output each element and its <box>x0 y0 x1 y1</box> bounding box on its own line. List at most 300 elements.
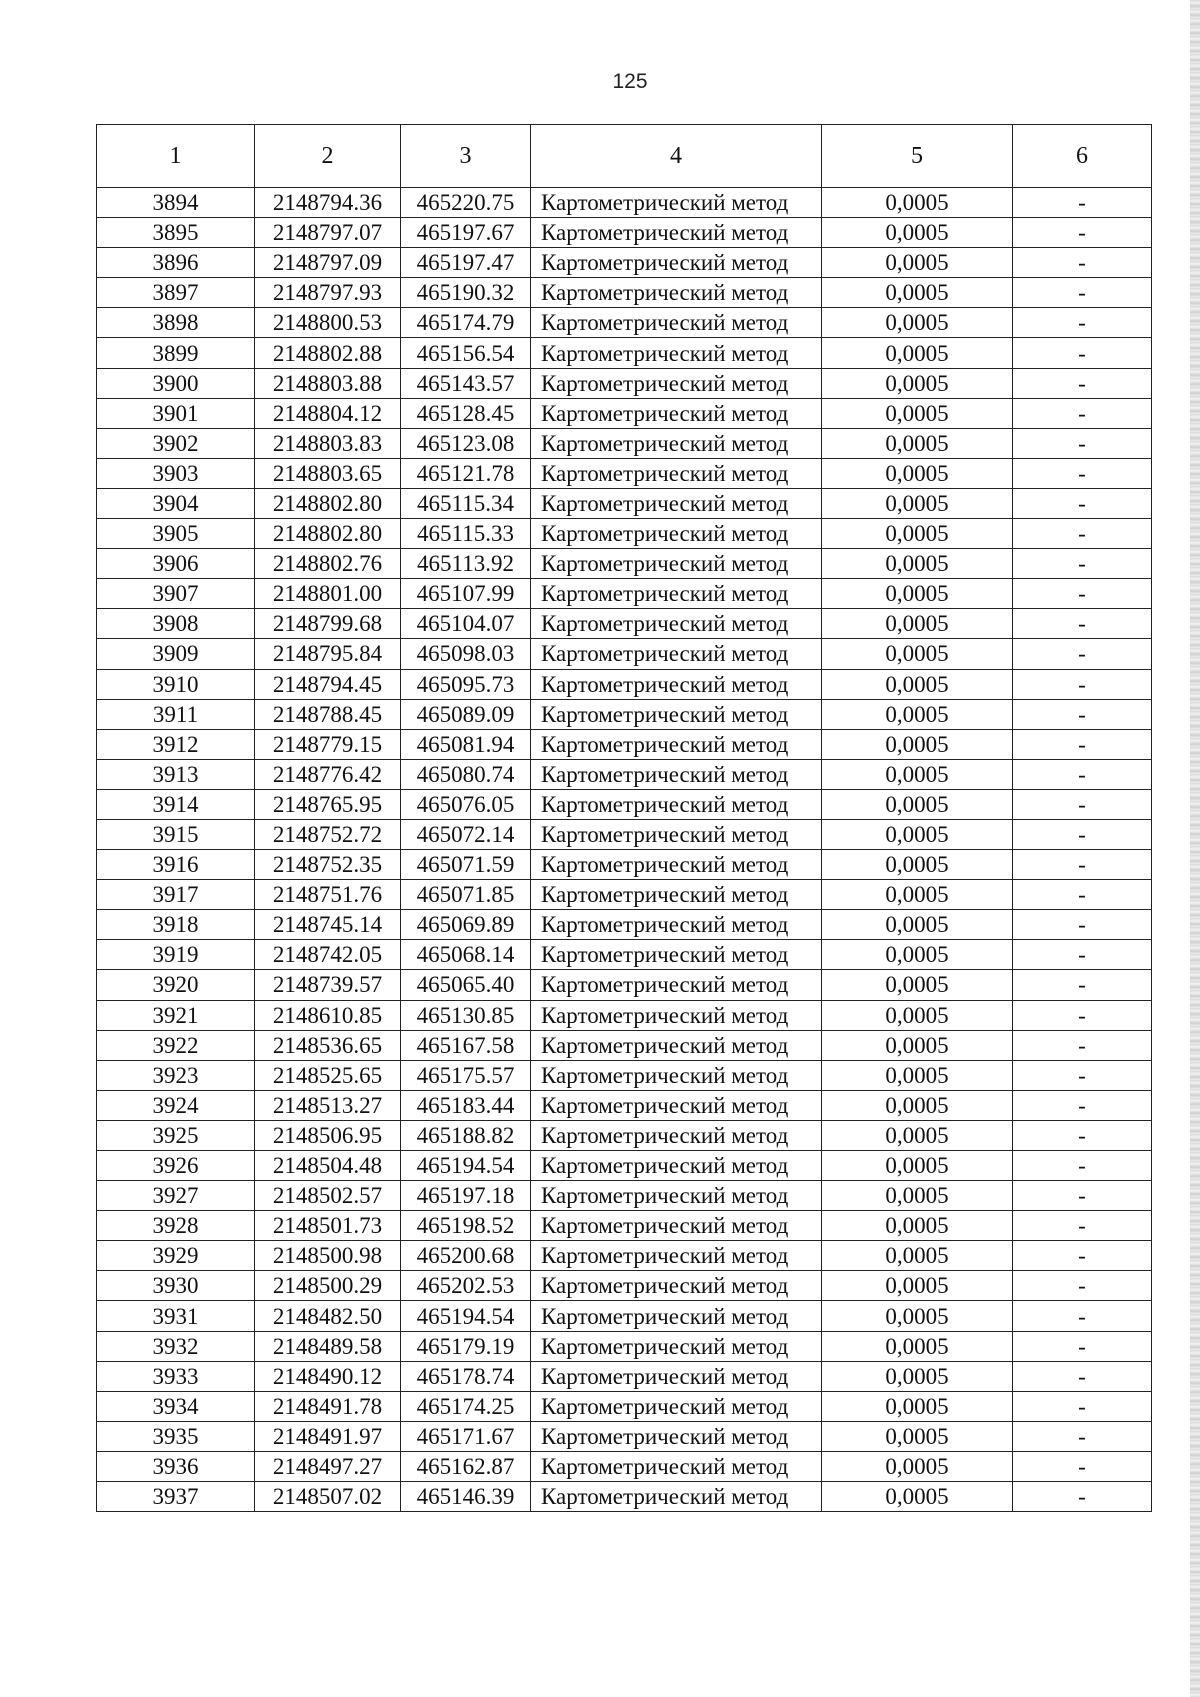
point-number-cell: 3900 <box>97 368 255 398</box>
x-coordinate-cell: 2148752.35 <box>255 850 401 880</box>
x-coordinate-cell: 2148491.97 <box>255 1421 401 1451</box>
method-cell: Картометрический метод <box>531 248 822 278</box>
x-coordinate-cell: 2148797.93 <box>255 278 401 308</box>
y-coordinate-cell: 465175.57 <box>401 1060 531 1090</box>
method-cell: Картометрический метод <box>531 368 822 398</box>
table-row <box>97 398 1152 428</box>
y-coordinate-cell: 465171.67 <box>401 1421 531 1451</box>
x-coordinate-cell: 2148739.57 <box>255 970 401 1000</box>
x-coordinate-cell: 2148804.12 <box>255 398 401 428</box>
table-row <box>97 1151 1152 1181</box>
y-coordinate-cell: 465220.75 <box>401 188 531 218</box>
method-cell: Картометрический метод <box>531 1241 822 1271</box>
point-number-cell: 3913 <box>97 759 255 789</box>
point-number-cell: 3911 <box>97 699 255 729</box>
accuracy-cell: 0,0005 <box>822 850 1013 880</box>
point-number-cell: 3909 <box>97 639 255 669</box>
method-cell: Картометрический метод <box>531 1421 822 1451</box>
point-number-cell: 3922 <box>97 1030 255 1060</box>
point-number-cell: 3928 <box>97 1211 255 1241</box>
table-row <box>97 1060 1152 1090</box>
note-cell: - <box>1013 579 1152 609</box>
accuracy-cell: 0,0005 <box>822 278 1013 308</box>
note-cell: - <box>1013 278 1152 308</box>
accuracy-cell: 0,0005 <box>822 1120 1013 1150</box>
note-cell: - <box>1013 1391 1152 1421</box>
accuracy-cell: 0,0005 <box>822 669 1013 699</box>
point-number-cell: 3931 <box>97 1301 255 1331</box>
table-row <box>97 729 1152 759</box>
table-body <box>97 188 1152 1512</box>
x-coordinate-cell: 2148803.88 <box>255 368 401 398</box>
point-number-cell: 3920 <box>97 970 255 1000</box>
y-coordinate-cell: 465104.07 <box>401 609 531 639</box>
method-cell: Картометрический метод <box>531 789 822 819</box>
point-number-cell: 3921 <box>97 1000 255 1030</box>
accuracy-cell: 0,0005 <box>822 1331 1013 1361</box>
column-header: 6 <box>1013 125 1152 188</box>
note-cell: - <box>1013 308 1152 338</box>
table-row <box>97 910 1152 940</box>
note-cell: - <box>1013 970 1152 1000</box>
table-row <box>97 1451 1152 1481</box>
y-coordinate-cell: 465197.67 <box>401 218 531 248</box>
table-row <box>97 1211 1152 1241</box>
point-number-cell: 3910 <box>97 669 255 699</box>
accuracy-cell: 0,0005 <box>822 1090 1013 1120</box>
accuracy-cell: 0,0005 <box>822 458 1013 488</box>
note-cell: - <box>1013 789 1152 819</box>
accuracy-cell: 0,0005 <box>822 1421 1013 1451</box>
point-number-cell: 3908 <box>97 609 255 639</box>
table-row <box>97 188 1152 218</box>
table-row <box>97 1271 1152 1301</box>
method-cell: Картометрический метод <box>531 699 822 729</box>
note-cell: - <box>1013 218 1152 248</box>
x-coordinate-cell: 2148491.78 <box>255 1391 401 1421</box>
accuracy-cell: 0,0005 <box>822 1181 1013 1211</box>
point-number-cell: 3896 <box>97 248 255 278</box>
point-number-cell: 3912 <box>97 729 255 759</box>
x-coordinate-cell: 2148795.84 <box>255 639 401 669</box>
y-coordinate-cell: 465200.68 <box>401 1241 531 1271</box>
accuracy-cell: 0,0005 <box>822 819 1013 849</box>
note-cell: - <box>1013 639 1152 669</box>
method-cell: Картометрический метод <box>531 970 822 1000</box>
note-cell: - <box>1013 1451 1152 1481</box>
note-cell: - <box>1013 880 1152 910</box>
y-coordinate-cell: 465197.47 <box>401 248 531 278</box>
accuracy-cell: 0,0005 <box>822 1000 1013 1030</box>
accuracy-cell: 0,0005 <box>822 488 1013 518</box>
accuracy-cell: 0,0005 <box>822 759 1013 789</box>
table-row <box>97 1000 1152 1030</box>
note-cell: - <box>1013 910 1152 940</box>
x-coordinate-cell: 2148490.12 <box>255 1361 401 1391</box>
y-coordinate-cell: 465072.14 <box>401 819 531 849</box>
point-number-cell: 3919 <box>97 940 255 970</box>
method-cell: Картометрический метод <box>531 1211 822 1241</box>
accuracy-cell: 0,0005 <box>822 188 1013 218</box>
method-cell: Картометрический метод <box>531 488 822 518</box>
y-coordinate-cell: 465194.54 <box>401 1151 531 1181</box>
point-number-cell: 3898 <box>97 308 255 338</box>
y-coordinate-cell: 465123.08 <box>401 428 531 458</box>
method-cell: Картометрический метод <box>531 1482 822 1512</box>
y-coordinate-cell: 465174.25 <box>401 1391 531 1421</box>
note-cell: - <box>1013 1421 1152 1451</box>
point-number-cell: 3917 <box>97 880 255 910</box>
accuracy-cell: 0,0005 <box>822 248 1013 278</box>
point-number-cell: 3936 <box>97 1451 255 1481</box>
accuracy-cell: 0,0005 <box>822 368 1013 398</box>
method-cell: Картометрический метод <box>531 609 822 639</box>
accuracy-cell: 0,0005 <box>822 910 1013 940</box>
note-cell: - <box>1013 488 1152 518</box>
x-coordinate-cell: 2148779.15 <box>255 729 401 759</box>
note-cell: - <box>1013 609 1152 639</box>
table-row <box>97 549 1152 579</box>
x-coordinate-cell: 2148536.65 <box>255 1030 401 1060</box>
x-coordinate-cell: 2148794.36 <box>255 188 401 218</box>
y-coordinate-cell: 465188.82 <box>401 1120 531 1150</box>
y-coordinate-cell: 465080.74 <box>401 759 531 789</box>
point-number-cell: 3937 <box>97 1482 255 1512</box>
note-cell: - <box>1013 248 1152 278</box>
table-row <box>97 1030 1152 1060</box>
y-coordinate-cell: 465121.78 <box>401 458 531 488</box>
note-cell: - <box>1013 368 1152 398</box>
method-cell: Картометрический метод <box>531 819 822 849</box>
method-cell: Картометрический метод <box>531 1030 822 1060</box>
table-row <box>97 880 1152 910</box>
table-row <box>97 1361 1152 1391</box>
y-coordinate-cell: 465198.52 <box>401 1211 531 1241</box>
method-cell: Картометрический метод <box>531 940 822 970</box>
page-number: 125 <box>612 70 648 93</box>
x-coordinate-cell: 2148800.53 <box>255 308 401 338</box>
method-cell: Картометрический метод <box>531 910 822 940</box>
x-coordinate-cell: 2148502.57 <box>255 1181 401 1211</box>
note-cell: - <box>1013 699 1152 729</box>
point-number-cell: 3902 <box>97 428 255 458</box>
table-row <box>97 850 1152 880</box>
x-coordinate-cell: 2148802.76 <box>255 549 401 579</box>
method-cell: Картометрический метод <box>531 278 822 308</box>
note-cell: - <box>1013 549 1152 579</box>
x-coordinate-cell: 2148489.58 <box>255 1331 401 1361</box>
note-cell: - <box>1013 669 1152 699</box>
method-cell: Картометрический метод <box>531 428 822 458</box>
y-coordinate-cell: 465156.54 <box>401 338 531 368</box>
accuracy-cell: 0,0005 <box>822 428 1013 458</box>
note-cell: - <box>1013 338 1152 368</box>
y-coordinate-cell: 465130.85 <box>401 1000 531 1030</box>
point-number-cell: 3927 <box>97 1181 255 1211</box>
method-cell: Картометрический метод <box>531 1271 822 1301</box>
x-coordinate-cell: 2148803.65 <box>255 458 401 488</box>
x-coordinate-cell: 2148794.45 <box>255 669 401 699</box>
y-coordinate-cell: 465143.57 <box>401 368 531 398</box>
accuracy-cell: 0,0005 <box>822 398 1013 428</box>
y-coordinate-cell: 465095.73 <box>401 669 531 699</box>
y-coordinate-cell: 465098.03 <box>401 639 531 669</box>
point-number-cell: 3904 <box>97 488 255 518</box>
table-row <box>97 338 1152 368</box>
column-header: 3 <box>401 125 531 188</box>
y-coordinate-cell: 465146.39 <box>401 1482 531 1512</box>
x-coordinate-cell: 2148513.27 <box>255 1090 401 1120</box>
table-row <box>97 1331 1152 1361</box>
y-coordinate-cell: 465071.85 <box>401 880 531 910</box>
method-cell: Картометрический метод <box>531 1090 822 1120</box>
table-row <box>97 819 1152 849</box>
point-number-cell: 3897 <box>97 278 255 308</box>
x-coordinate-cell: 2148802.80 <box>255 488 401 518</box>
y-coordinate-cell: 465167.58 <box>401 1030 531 1060</box>
point-number-cell: 3907 <box>97 579 255 609</box>
accuracy-cell: 0,0005 <box>822 1451 1013 1481</box>
point-number-cell: 3914 <box>97 789 255 819</box>
note-cell: - <box>1013 458 1152 488</box>
note-cell: - <box>1013 1030 1152 1060</box>
y-coordinate-cell: 465115.33 <box>401 519 531 549</box>
x-coordinate-cell: 2148525.65 <box>255 1060 401 1090</box>
accuracy-cell: 0,0005 <box>822 970 1013 1000</box>
point-number-cell: 3894 <box>97 188 255 218</box>
note-cell: - <box>1013 1482 1152 1512</box>
method-cell: Картометрический метод <box>531 729 822 759</box>
table-row <box>97 278 1152 308</box>
x-coordinate-cell: 2148788.45 <box>255 699 401 729</box>
y-coordinate-cell: 465068.14 <box>401 940 531 970</box>
accuracy-cell: 0,0005 <box>822 1361 1013 1391</box>
table-row <box>97 1241 1152 1271</box>
y-coordinate-cell: 465190.32 <box>401 278 531 308</box>
x-coordinate-cell: 2148500.98 <box>255 1241 401 1271</box>
x-coordinate-cell: 2148742.05 <box>255 940 401 970</box>
y-coordinate-cell: 465179.19 <box>401 1331 531 1361</box>
accuracy-cell: 0,0005 <box>822 549 1013 579</box>
table-row <box>97 308 1152 338</box>
table-row <box>97 1421 1152 1451</box>
method-cell: Картометрический метод <box>531 1120 822 1150</box>
point-number-cell: 3930 <box>97 1271 255 1301</box>
point-number-cell: 3932 <box>97 1331 255 1361</box>
method-cell: Картометрический метод <box>531 850 822 880</box>
column-header: 5 <box>822 125 1013 188</box>
accuracy-cell: 0,0005 <box>822 729 1013 759</box>
note-cell: - <box>1013 1301 1152 1331</box>
y-coordinate-cell: 465069.89 <box>401 910 531 940</box>
x-coordinate-cell: 2148797.07 <box>255 218 401 248</box>
note-cell: - <box>1013 398 1152 428</box>
x-coordinate-cell: 2148802.80 <box>255 519 401 549</box>
method-cell: Картометрический метод <box>531 398 822 428</box>
point-number-cell: 3929 <box>97 1241 255 1271</box>
method-cell: Картометрический метод <box>531 669 822 699</box>
x-coordinate-cell: 2148504.48 <box>255 1151 401 1181</box>
x-coordinate-cell: 2148803.83 <box>255 428 401 458</box>
note-cell: - <box>1013 1090 1152 1120</box>
table-row <box>97 458 1152 488</box>
table-row <box>97 789 1152 819</box>
accuracy-cell: 0,0005 <box>822 639 1013 669</box>
note-cell: - <box>1013 1181 1152 1211</box>
method-cell: Картометрический метод <box>531 1000 822 1030</box>
y-coordinate-cell: 465183.44 <box>401 1090 531 1120</box>
x-coordinate-cell: 2148506.95 <box>255 1120 401 1150</box>
x-coordinate-cell: 2148797.09 <box>255 248 401 278</box>
x-coordinate-cell: 2148801.00 <box>255 579 401 609</box>
accuracy-cell: 0,0005 <box>822 1301 1013 1331</box>
method-cell: Картометрический метод <box>531 1391 822 1421</box>
accuracy-cell: 0,0005 <box>822 699 1013 729</box>
table-row <box>97 940 1152 970</box>
y-coordinate-cell: 465197.18 <box>401 1181 531 1211</box>
point-number-cell: 3934 <box>97 1391 255 1421</box>
point-number-cell: 3923 <box>97 1060 255 1090</box>
point-number-cell: 3899 <box>97 338 255 368</box>
y-coordinate-cell: 465194.54 <box>401 1301 531 1331</box>
point-number-cell: 3924 <box>97 1090 255 1120</box>
table-header-row <box>97 125 1152 188</box>
y-coordinate-cell: 465107.99 <box>401 579 531 609</box>
x-coordinate-cell: 2148765.95 <box>255 789 401 819</box>
point-number-cell: 3918 <box>97 910 255 940</box>
note-cell: - <box>1013 819 1152 849</box>
table-row <box>97 579 1152 609</box>
y-coordinate-cell: 465076.05 <box>401 789 531 819</box>
note-cell: - <box>1013 188 1152 218</box>
column-header: 2 <box>255 125 401 188</box>
method-cell: Картометрический метод <box>531 188 822 218</box>
y-coordinate-cell: 465202.53 <box>401 1271 531 1301</box>
coordinates-table <box>96 124 1152 1512</box>
method-cell: Картометрический метод <box>531 549 822 579</box>
method-cell: Картометрический метод <box>531 519 822 549</box>
accuracy-cell: 0,0005 <box>822 1030 1013 1060</box>
point-number-cell: 3925 <box>97 1120 255 1150</box>
note-cell: - <box>1013 1241 1152 1271</box>
column-header: 1 <box>97 125 255 188</box>
x-coordinate-cell: 2148751.76 <box>255 880 401 910</box>
method-cell: Картометрический метод <box>531 1331 822 1361</box>
x-coordinate-cell: 2148776.42 <box>255 759 401 789</box>
table-row <box>97 1391 1152 1421</box>
note-cell: - <box>1013 1120 1152 1150</box>
table-row <box>97 488 1152 518</box>
table-row <box>97 1482 1152 1512</box>
point-number-cell: 3916 <box>97 850 255 880</box>
note-cell: - <box>1013 428 1152 458</box>
method-cell: Картометрический метод <box>531 338 822 368</box>
table-row <box>97 218 1152 248</box>
method-cell: Картометрический метод <box>531 639 822 669</box>
x-coordinate-cell: 2148799.68 <box>255 609 401 639</box>
point-number-cell: 3935 <box>97 1421 255 1451</box>
note-cell: - <box>1013 519 1152 549</box>
table-row <box>97 248 1152 278</box>
y-coordinate-cell: 465071.59 <box>401 850 531 880</box>
scan-edge <box>1190 0 1200 1697</box>
note-cell: - <box>1013 1000 1152 1030</box>
note-cell: - <box>1013 940 1152 970</box>
note-cell: - <box>1013 759 1152 789</box>
accuracy-cell: 0,0005 <box>822 1271 1013 1301</box>
x-coordinate-cell: 2148501.73 <box>255 1211 401 1241</box>
accuracy-cell: 0,0005 <box>822 519 1013 549</box>
accuracy-cell: 0,0005 <box>822 609 1013 639</box>
method-cell: Картометрический метод <box>531 308 822 338</box>
method-cell: Картометрический метод <box>531 1451 822 1481</box>
accuracy-cell: 0,0005 <box>822 579 1013 609</box>
point-number-cell: 3933 <box>97 1361 255 1391</box>
table-row <box>97 970 1152 1000</box>
table-row <box>97 639 1152 669</box>
table-row <box>97 1301 1152 1331</box>
column-header: 4 <box>531 125 822 188</box>
method-cell: Картометрический метод <box>531 1361 822 1391</box>
method-cell: Картометрический метод <box>531 579 822 609</box>
note-cell: - <box>1013 1271 1152 1301</box>
method-cell: Картометрический метод <box>531 1060 822 1090</box>
table-row <box>97 428 1152 458</box>
y-coordinate-cell: 465115.34 <box>401 488 531 518</box>
x-coordinate-cell: 2148507.02 <box>255 1482 401 1512</box>
y-coordinate-cell: 465113.92 <box>401 549 531 579</box>
method-cell: Картометрический метод <box>531 1181 822 1211</box>
accuracy-cell: 0,0005 <box>822 1151 1013 1181</box>
x-coordinate-cell: 2148745.14 <box>255 910 401 940</box>
y-coordinate-cell: 465065.40 <box>401 970 531 1000</box>
note-cell: - <box>1013 1211 1152 1241</box>
y-coordinate-cell: 465089.09 <box>401 699 531 729</box>
accuracy-cell: 0,0005 <box>822 218 1013 248</box>
note-cell: - <box>1013 850 1152 880</box>
table-row <box>97 669 1152 699</box>
x-coordinate-cell: 2148497.27 <box>255 1451 401 1481</box>
point-number-cell: 3905 <box>97 519 255 549</box>
accuracy-cell: 0,0005 <box>822 1241 1013 1271</box>
method-cell: Картометрический метод <box>531 218 822 248</box>
note-cell: - <box>1013 1060 1152 1090</box>
accuracy-cell: 0,0005 <box>822 789 1013 819</box>
x-coordinate-cell: 2148610.85 <box>255 1000 401 1030</box>
note-cell: - <box>1013 1151 1152 1181</box>
accuracy-cell: 0,0005 <box>822 1391 1013 1421</box>
x-coordinate-cell: 2148482.50 <box>255 1301 401 1331</box>
x-coordinate-cell: 2148802.88 <box>255 338 401 368</box>
accuracy-cell: 0,0005 <box>822 1211 1013 1241</box>
point-number-cell: 3903 <box>97 458 255 488</box>
point-number-cell: 3895 <box>97 218 255 248</box>
accuracy-cell: 0,0005 <box>822 1060 1013 1090</box>
y-coordinate-cell: 465081.94 <box>401 729 531 759</box>
point-number-cell: 3915 <box>97 819 255 849</box>
method-cell: Картометрический метод <box>531 1151 822 1181</box>
table-row <box>97 759 1152 789</box>
accuracy-cell: 0,0005 <box>822 940 1013 970</box>
table-row <box>97 699 1152 729</box>
point-number-cell: 3901 <box>97 398 255 428</box>
note-cell: - <box>1013 1361 1152 1391</box>
table-row <box>97 519 1152 549</box>
table-row <box>97 609 1152 639</box>
table-row <box>97 1090 1152 1120</box>
method-cell: Картометрический метод <box>531 880 822 910</box>
y-coordinate-cell: 465178.74 <box>401 1361 531 1391</box>
